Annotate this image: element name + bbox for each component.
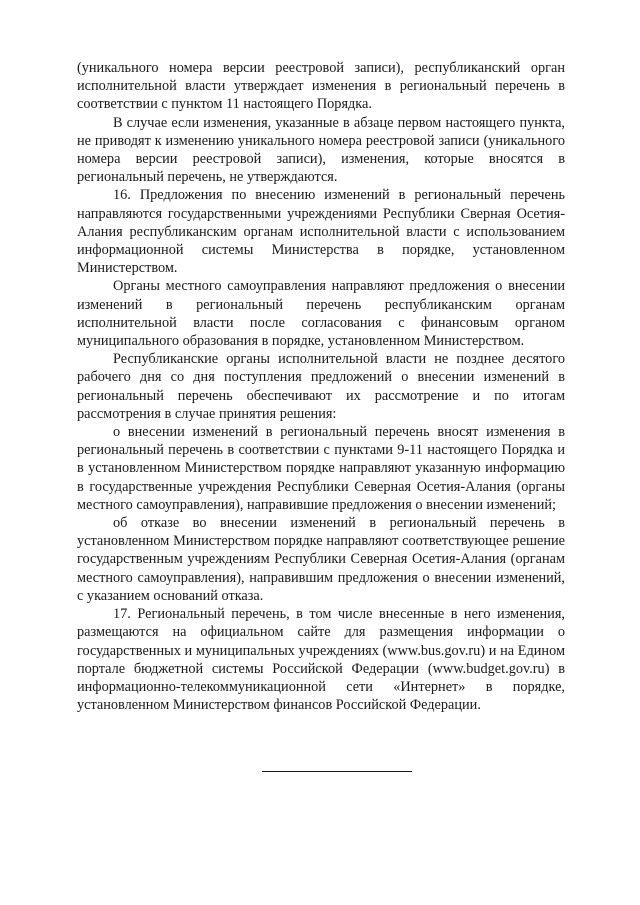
paragraph-unchanged-number-case: В случае если изменения, указанные в абзаце первом настоящего пункта, не приводят к изменению уникального номера реестровой записи (уникального номера версии реестровой записи), изменения, которые вносятся в региональный перечень, не утверждаются. [77, 114, 565, 186]
paragraph-decision-approve: о внесении изменений в региональный перечень вносят изменения в региональный перечень в соответствии с пунктами 9-11 настоящего Порядка и в установленном Министерством порядке направляют указанную информацию в государственные учреждения Республики Северная Осетия-Алания (органы местного самоуправления), направившие предложения о внесении изменений; [77, 424, 565, 513]
paragraph-item-17: 17. Региональный перечень, в том числе внесенные в него изменения, размещаются на официальном сайте для размещения информации о государственных и муниципальных учреждениях (www.bus.gov.ru) и на Едином портале бюджетной системы Российской Федерации (www.budget.gov.ru) в информационно-телекоммуникационной сети «Интернет» в порядке, установленном Министерством финансов Российской Федерации. [77, 606, 565, 714]
paragraph-continuation: (уникального номера версии реестровой записи), республиканский орган исполнительной власти утверждает изменения в региональный перечень в соответствии с пунктом 11 настоящего Порядка. [77, 60, 565, 113]
paragraph-local-government: Органы местного самоуправления направляют предложения о внесении изменений в региональный перечень республиканским органам исполнительной власти после согласования с финансовым органом муниципального образования в порядке, установленном Министерством. [77, 278, 565, 350]
paragraph-decision-reject: об отказе во внесении изменений в региональный перечень в установленном Министерством порядке направляют соответствующее решение государственным учреждениям Республики Северная Осетия-Алания (органам местного самоуправления), направившим предложения о внесении изменений, с указанием оснований отказа. [77, 515, 565, 604]
end-divider [262, 771, 412, 772]
paragraph-item-16: 16. Предложения по внесению изменений в региональный перечень направляются государственными учреждениями Республики Сверная Осетия-Алания республиканским органам исполнительной власти с использованием информационной системы Министерства в порядке, установленном Министерством. [77, 187, 565, 277]
paragraph-review-deadline: Республиканские органы исполнительной власти не позднее десятого рабочего дня со дня поступления предложений о внесении изменений в региональный перечень обеспечивают их рассмотрение и по итогам рассмотрения в случае принятия решения: [77, 351, 565, 422]
document-body [77, 59, 565, 714]
